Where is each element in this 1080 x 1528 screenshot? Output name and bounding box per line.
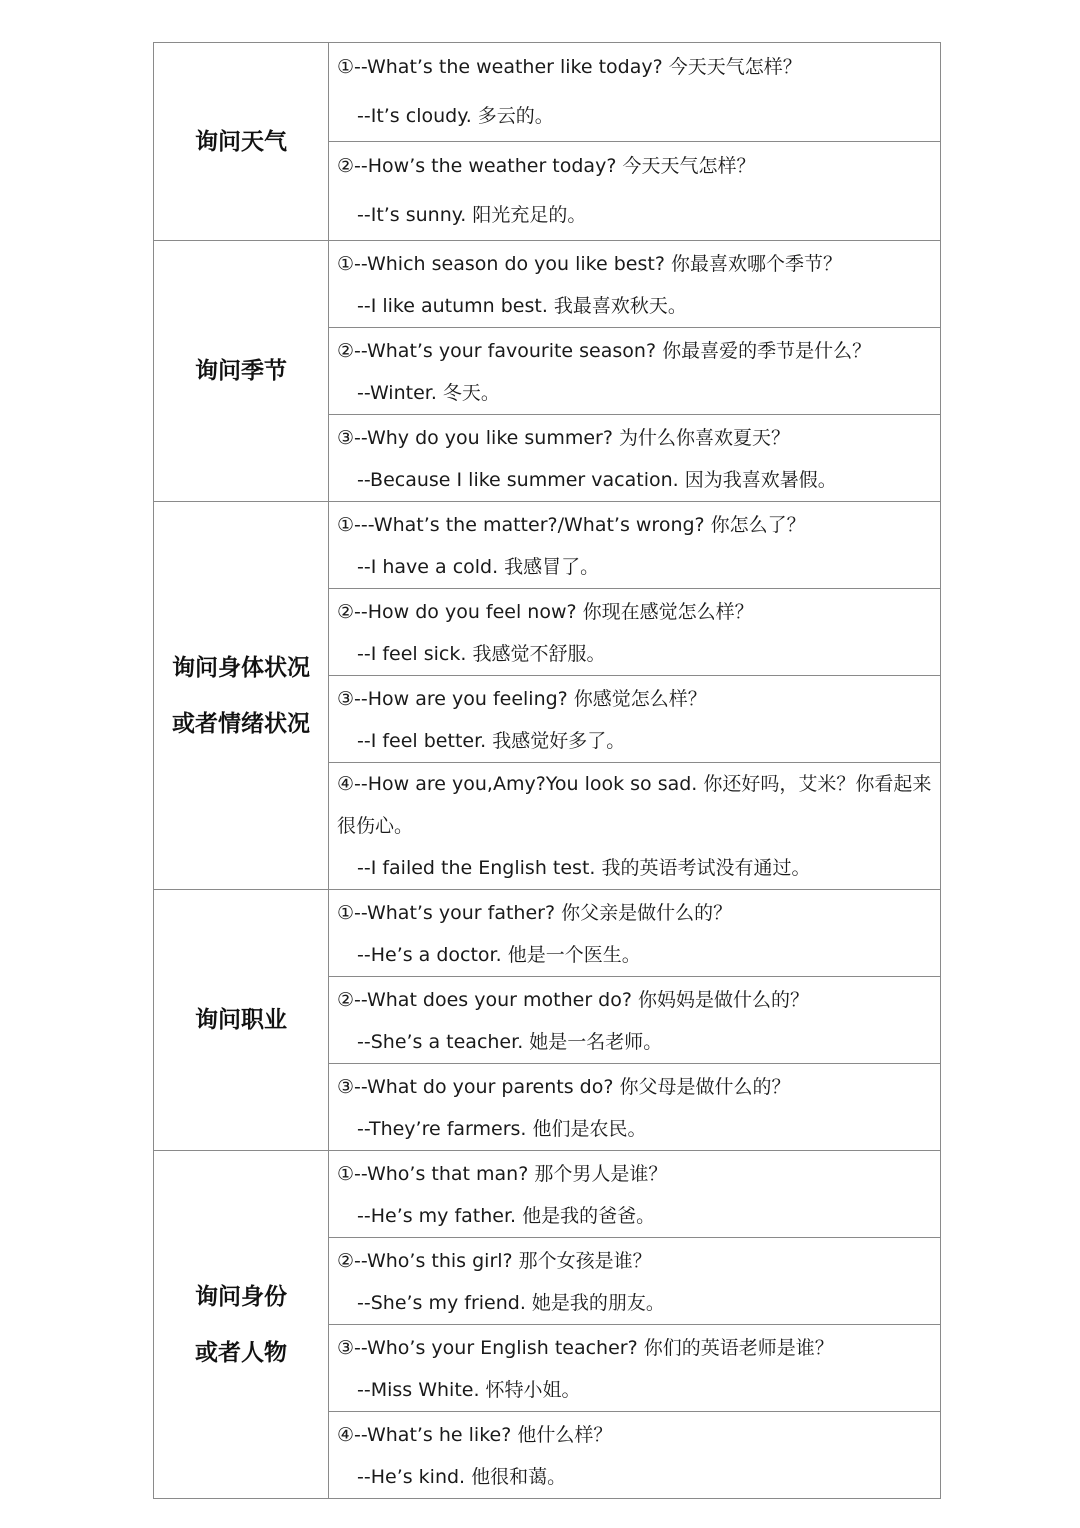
question-text: ②--What’s your favourite season? 你最喜爱的季节是什么？ bbox=[337, 340, 872, 362]
table-row bbox=[154, 43, 941, 142]
qa-cell bbox=[329, 241, 941, 328]
question-text: ①--Who’s that man? 那个男人是谁？ bbox=[337, 1163, 668, 1185]
answer-text: --It’s sunny. 阳光充足的。 bbox=[357, 204, 587, 226]
answer-text: --I like autumn best. 我最喜欢秋天。 bbox=[357, 295, 687, 317]
category-label: 询问职业 bbox=[195, 1007, 287, 1033]
question-text: ③--What do your parents do? 你父母是做什么的？ bbox=[337, 1076, 791, 1098]
answer-text: --I feel sick. 我感觉不舒服。 bbox=[357, 643, 606, 665]
answer-text: --Because I like summer vacation. 因为我喜欢暑假。 bbox=[357, 469, 837, 491]
question-text: ④--How are you,Amy?You look so sad. 你还好吗，艾米？你看起来 bbox=[337, 773, 932, 795]
answer-text: --I feel better. 我感觉好多了。 bbox=[357, 730, 626, 752]
category-cell-weather bbox=[154, 43, 329, 241]
category-label: 询问天气 bbox=[195, 128, 287, 155]
answer-text: --He’s kind. 他很和蔼。 bbox=[357, 1466, 567, 1488]
qa-cell bbox=[329, 1151, 941, 1238]
question-text-continued: 很伤心。 bbox=[337, 815, 414, 837]
category-cell-identity bbox=[154, 1151, 329, 1499]
category-cell-occupation bbox=[154, 890, 329, 1151]
category-cell-health bbox=[154, 502, 329, 890]
qa-cell bbox=[329, 1412, 941, 1499]
qa-cell bbox=[329, 328, 941, 415]
answer-text: --They’re farmers. 他们是农民。 bbox=[357, 1118, 647, 1140]
question-text: ②--How do you feel now? 你现在感觉怎么样？ bbox=[337, 601, 754, 623]
qa-cell bbox=[329, 1238, 941, 1325]
category-label: 询问身体状况 bbox=[172, 654, 310, 681]
answer-text: --He’s a doctor. 他是一个医生。 bbox=[357, 944, 641, 966]
question-text: ①--Which season do you like best? 你最喜欢哪个季节？ bbox=[337, 253, 842, 275]
answer-text: --Winter. 冬天。 bbox=[357, 382, 500, 404]
answer-text: --Miss White. 怀特小姐。 bbox=[357, 1379, 581, 1401]
question-text: ①---What’s the matter?/What’s wrong? 你怎么了？ bbox=[337, 514, 806, 536]
qa-cell bbox=[329, 763, 941, 890]
phrase-table bbox=[153, 42, 941, 1499]
qa-cell bbox=[329, 142, 941, 241]
question-text: ②--What does your mother do? 你妈妈是做什么的？ bbox=[337, 989, 809, 1011]
question-text: ②--How’s the weather today? 今天天气怎样？ bbox=[337, 155, 756, 177]
table-row bbox=[154, 890, 941, 977]
question-text: ②--Who’s this girl? 那个女孩是谁？ bbox=[337, 1250, 652, 1272]
qa-cell bbox=[329, 43, 941, 142]
category-label: 询问季节 bbox=[195, 358, 287, 384]
category-label: 询问身份 bbox=[195, 1283, 287, 1310]
qa-cell bbox=[329, 890, 941, 977]
answer-text: --I failed the English test. 我的英语考试没有通过。 bbox=[357, 857, 811, 879]
answer-text: --She’s my friend. 她是我的朋友。 bbox=[357, 1292, 665, 1314]
category-cell-season bbox=[154, 241, 329, 502]
question-text: ③--Who’s your English teacher? 你们的英语老师是谁？ bbox=[337, 1337, 834, 1359]
category-label: 或者人物 bbox=[195, 1339, 287, 1366]
table-row bbox=[154, 502, 941, 589]
question-text: ①--What’s the weather like today? 今天天气怎样？ bbox=[337, 56, 802, 78]
question-text: ③--How are you feeling? 你感觉怎么样？ bbox=[337, 688, 707, 710]
category-label: 或者情绪状况 bbox=[172, 710, 310, 737]
qa-cell bbox=[329, 676, 941, 763]
qa-cell bbox=[329, 977, 941, 1064]
question-text: ④--What’s he like? 他什么样？ bbox=[337, 1424, 613, 1446]
qa-cell bbox=[329, 415, 941, 502]
table-row bbox=[154, 241, 941, 328]
answer-text: --I have a cold. 我感冒了。 bbox=[357, 556, 600, 578]
answer-text: --She’s a teacher. 她是一名老师。 bbox=[357, 1031, 663, 1053]
qa-cell bbox=[329, 1064, 941, 1151]
answer-text: --It’s cloudy. 多云的。 bbox=[357, 105, 554, 127]
question-text: ①--What’s your father? 你父亲是做什么的？ bbox=[337, 902, 733, 924]
qa-cell bbox=[329, 1325, 941, 1412]
answer-text: --He’s my father. 他是我的爸爸。 bbox=[357, 1205, 656, 1227]
table-row bbox=[154, 1151, 941, 1238]
qa-cell bbox=[329, 502, 941, 589]
question-text: ③--Why do you like summer? 为什么你喜欢夏天？ bbox=[337, 427, 790, 449]
qa-cell bbox=[329, 589, 941, 676]
